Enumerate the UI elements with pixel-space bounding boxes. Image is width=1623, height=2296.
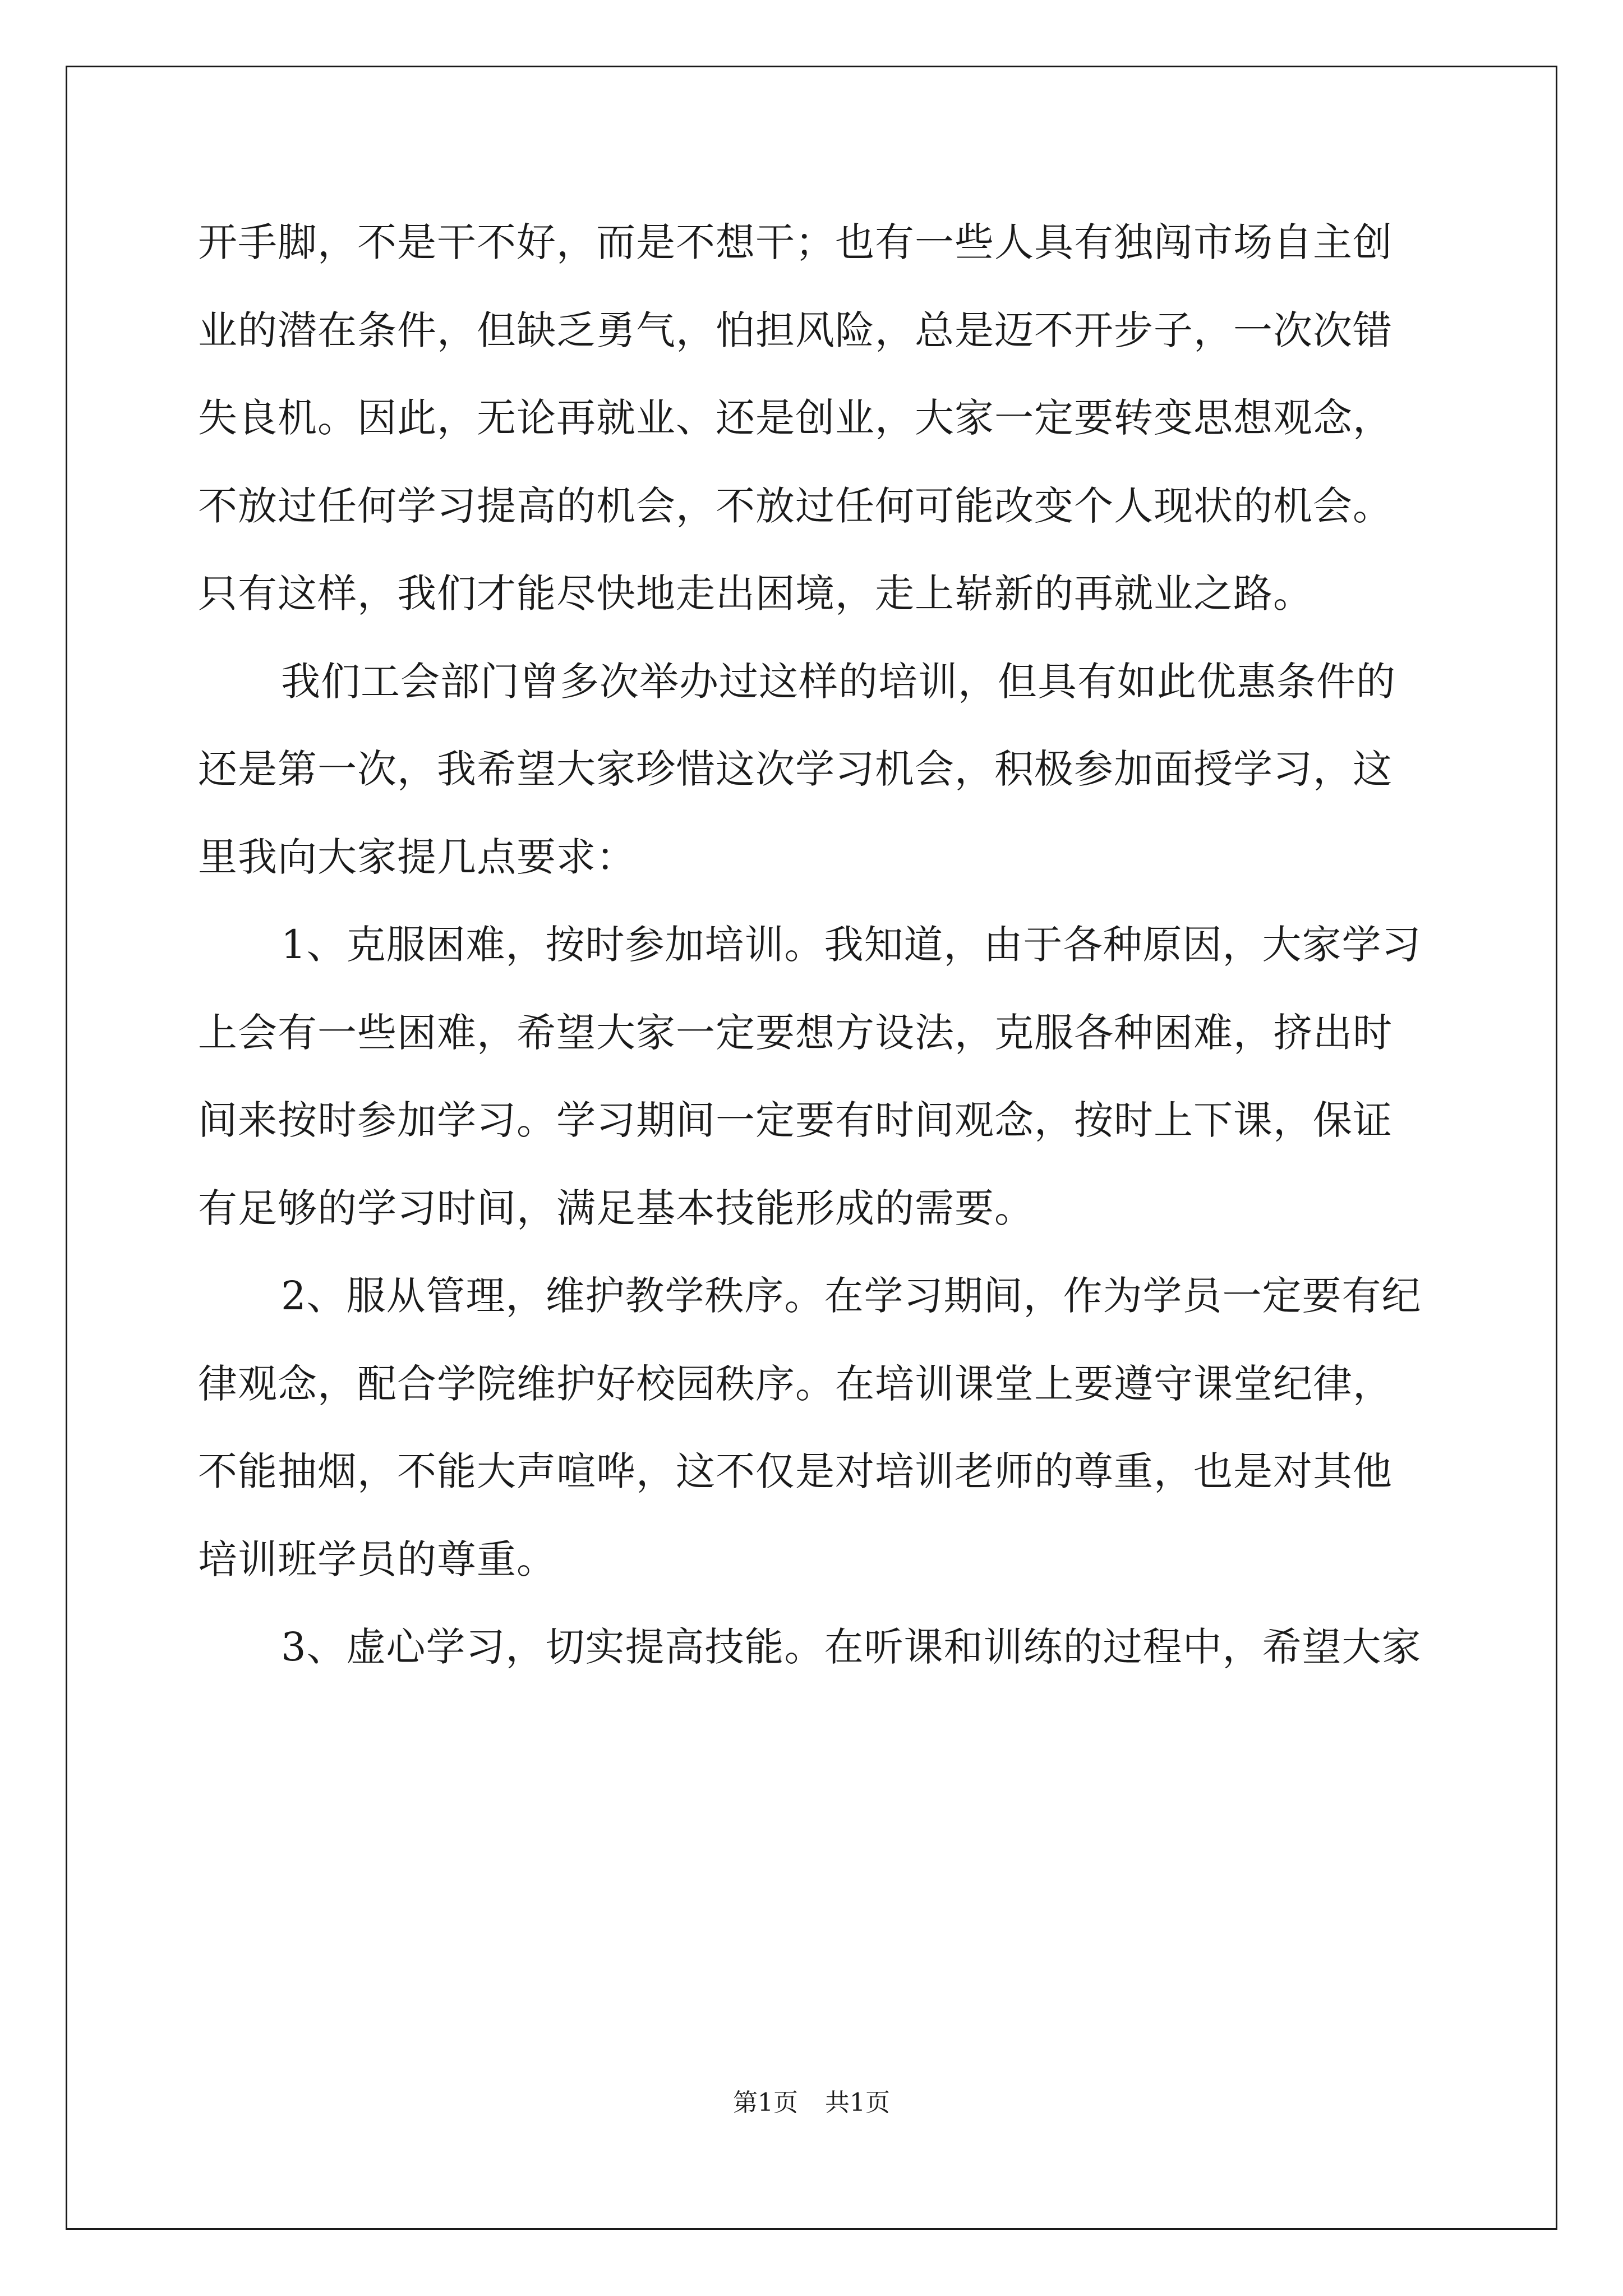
text-line: 我们工会部门曾多次举办过这样的培训，但具有如此优惠条件的 [281, 658, 1396, 705]
text-line: 律观念，配合学院维护好校园秩序。在培训课堂上要遵守课堂纪律， [198, 1360, 1393, 1407]
page-total: 共1页 [825, 2088, 890, 2117]
text-line: 3、虚心学习，切实提高技能。在听课和训练的过程中，希望大家 [281, 1624, 1422, 1670]
text-line: 上会有一些困难，希望大家一定要想方设法，克服各种困难，挤出时 [198, 1009, 1393, 1056]
page-number: 第1页 [733, 2088, 798, 2117]
text-line: 开手脚，不是干不好，而是不想干；也有一些人具有独闯市场自主创 [198, 219, 1393, 265]
text-line: 不放过任何学习提高的机会，不放过任何可能改变个人现状的机会。 [198, 482, 1393, 529]
text-line: 只有这样，我们才能尽快地走出困境，走上崭新的再就业之路。 [198, 570, 1313, 616]
text-line: 有足够的学习时间，满足基本技能形成的需要。 [198, 1185, 1034, 1231]
text-line: 业的潜在条件，但缺乏勇气，怕担风险，总是迈不开步子，一次次错 [198, 307, 1393, 353]
text-line: 2、服从管理，维护教学秩序。在学习期间，作为学员一定要有纪 [281, 1273, 1422, 1319]
text-line: 间来按时参加学习。学习期间一定要有时间观念，按时上下课，保证 [198, 1097, 1393, 1143]
document-body [198, 213, 1432, 1706]
text-line: 培训班学员的尊重。 [198, 1536, 556, 1582]
text-line: 还是第一次，我希望大家珍惜这次学习机会，积极参加面授学习，这 [198, 746, 1393, 792]
text-line: 不能抽烟，不能大声喧哗，这不仅是对培训老师的尊重，也是对其他 [198, 1448, 1393, 1494]
text-line: 失良机。因此，无论再就业、还是创业，大家一定要转变思想观念， [198, 395, 1393, 441]
text-line: 1、克服困难，按时参加培训。我知道，由于各种原因，大家学习 [281, 922, 1422, 968]
text-line: 里我向大家提几点要求： [198, 834, 636, 880]
page-footer [0, 2082, 1623, 2118]
